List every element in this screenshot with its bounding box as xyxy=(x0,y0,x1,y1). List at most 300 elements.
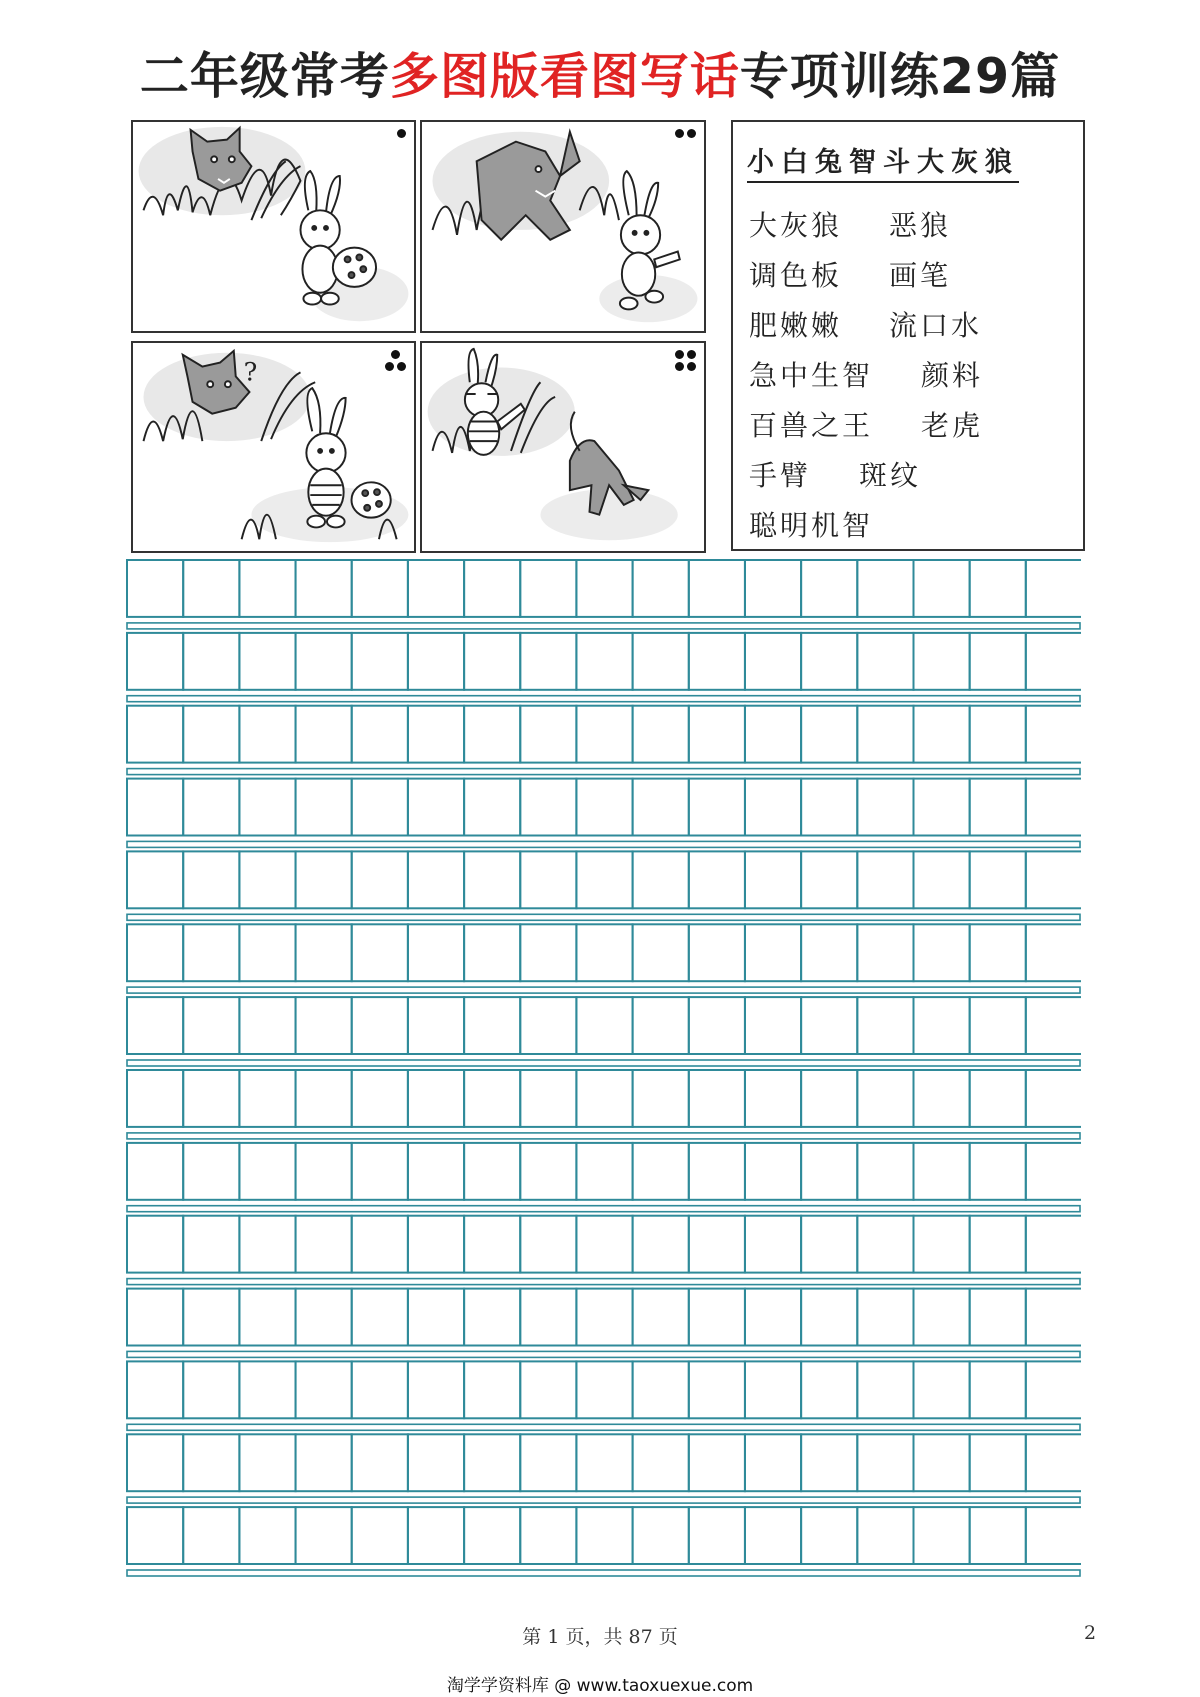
grid-cell[interactable] xyxy=(464,633,520,690)
grid-cell[interactable] xyxy=(576,1289,632,1346)
grid-cell[interactable] xyxy=(1026,779,1081,836)
grid-cell[interactable] xyxy=(633,1507,689,1564)
grid-cell[interactable] xyxy=(576,1216,632,1273)
grid-cell[interactable] xyxy=(408,633,464,690)
row-spacer-line xyxy=(127,696,1080,702)
vocab-word: 百兽之王 xyxy=(749,409,874,442)
panel-number-dots xyxy=(384,349,408,373)
grid-cell[interactable] xyxy=(352,779,408,836)
grid-cell[interactable] xyxy=(352,633,408,690)
grid-cell[interactable] xyxy=(745,560,801,617)
grid-cell[interactable] xyxy=(633,1361,689,1418)
grid-cell[interactable] xyxy=(689,924,745,981)
grid-cell[interactable] xyxy=(183,1507,239,1564)
grid-cell[interactable] xyxy=(183,706,239,763)
grid-cell[interactable] xyxy=(857,779,913,836)
grid-cell[interactable] xyxy=(464,997,520,1054)
grid-cell[interactable] xyxy=(520,1434,576,1491)
grid-cell[interactable] xyxy=(633,560,689,617)
vocab-word: 急中生智 xyxy=(749,359,874,392)
grid-cell[interactable] xyxy=(914,997,970,1054)
grid-cell[interactable] xyxy=(745,924,801,981)
grid-cell[interactable] xyxy=(914,560,970,617)
grid-cell[interactable] xyxy=(633,633,689,690)
grid-cell[interactable] xyxy=(689,1143,745,1200)
grid-cell[interactable] xyxy=(633,851,689,908)
grid-cell[interactable] xyxy=(464,1070,520,1127)
grid-cell[interactable] xyxy=(127,1507,183,1564)
grid-row[interactable] xyxy=(127,924,1081,993)
grid-cell[interactable] xyxy=(352,924,408,981)
grid-cell[interactable] xyxy=(633,1143,689,1200)
grid-cell[interactable] xyxy=(576,633,632,690)
grid-cell[interactable] xyxy=(576,1143,632,1200)
grid-cell[interactable] xyxy=(464,1507,520,1564)
story-title: 小白兔智斗大灰狼 xyxy=(747,140,1019,183)
grid-cell[interactable] xyxy=(239,924,295,981)
grid-cell[interactable] xyxy=(914,1070,970,1127)
vocab-row xyxy=(749,404,983,444)
grid-cell[interactable] xyxy=(352,1434,408,1491)
grid-cell[interactable] xyxy=(296,633,352,690)
grid-cell[interactable] xyxy=(183,1070,239,1127)
grid-cell[interactable] xyxy=(970,706,1026,763)
grid-cell[interactable] xyxy=(633,1070,689,1127)
grid-cell[interactable] xyxy=(576,706,632,763)
row-spacer-line xyxy=(127,1060,1080,1066)
grid-cell[interactable] xyxy=(296,779,352,836)
grid-cell[interactable] xyxy=(633,997,689,1054)
grid-cell[interactable] xyxy=(239,1216,295,1273)
grid-cell[interactable] xyxy=(801,1289,857,1346)
picture-panel-3 xyxy=(131,341,416,553)
panel-3-illustration xyxy=(133,343,414,551)
grid-cell[interactable] xyxy=(239,1143,295,1200)
grid-cell[interactable] xyxy=(239,1070,295,1127)
grid-cell[interactable] xyxy=(633,706,689,763)
page-title xyxy=(0,38,1200,108)
grid-cell[interactable] xyxy=(520,997,576,1054)
grid-cell[interactable] xyxy=(745,1216,801,1273)
row-spacer-line xyxy=(127,1279,1080,1285)
grid-cell[interactable] xyxy=(183,924,239,981)
panel-4-illustration xyxy=(422,343,704,551)
grid-cell[interactable] xyxy=(520,1216,576,1273)
grid-cell[interactable] xyxy=(127,851,183,908)
grid-cell[interactable] xyxy=(1026,1434,1081,1491)
grid-cell[interactable] xyxy=(127,1361,183,1418)
grid-cell[interactable] xyxy=(745,1507,801,1564)
grid-cell[interactable] xyxy=(183,1289,239,1346)
grid-cell[interactable] xyxy=(352,560,408,617)
grid-cell[interactable] xyxy=(520,1361,576,1418)
grid-row[interactable] xyxy=(127,1434,1081,1503)
grid-cell[interactable] xyxy=(857,997,913,1054)
grid-cell[interactable] xyxy=(296,1361,352,1418)
grid-cell[interactable] xyxy=(1026,1216,1081,1273)
grid-cell[interactable] xyxy=(633,1434,689,1491)
grid-cell[interactable] xyxy=(464,560,520,617)
grid-cell[interactable] xyxy=(520,1143,576,1200)
grid-row[interactable] xyxy=(127,1361,1081,1430)
grid-cell[interactable] xyxy=(801,779,857,836)
grid-cell[interactable] xyxy=(520,1070,576,1127)
grid-cell[interactable] xyxy=(352,1070,408,1127)
grid-cell[interactable] xyxy=(745,779,801,836)
grid-cell[interactable] xyxy=(576,997,632,1054)
grid-cell[interactable] xyxy=(352,1216,408,1273)
grid-cell[interactable] xyxy=(408,1434,464,1491)
grid-cell[interactable] xyxy=(970,779,1026,836)
grid-row[interactable] xyxy=(127,560,1081,629)
grid-cell[interactable] xyxy=(296,1070,352,1127)
grid-row[interactable] xyxy=(127,1289,1081,1358)
grid-cell[interactable] xyxy=(576,1361,632,1418)
grid-cell[interactable] xyxy=(352,706,408,763)
grid-cell[interactable] xyxy=(1026,851,1081,908)
grid-cell[interactable] xyxy=(408,851,464,908)
grid-cell[interactable] xyxy=(689,1070,745,1127)
grid-cell[interactable] xyxy=(689,1289,745,1346)
grid-cell[interactable] xyxy=(183,779,239,836)
grid-cell[interactable] xyxy=(408,1507,464,1564)
vocab-row xyxy=(749,204,951,244)
grid-cell[interactable] xyxy=(127,1216,183,1273)
grid-cell[interactable] xyxy=(520,706,576,763)
grid-cell[interactable] xyxy=(576,851,632,908)
grid-cell[interactable] xyxy=(857,1216,913,1273)
grid-row[interactable] xyxy=(127,1143,1081,1212)
page-number: 第 1 页，共 87 页 xyxy=(522,1626,678,1648)
grid-cell[interactable] xyxy=(1026,997,1081,1054)
grid-cell[interactable] xyxy=(239,1434,295,1491)
question-mark-icon: ? xyxy=(243,357,258,388)
grid-cell[interactable] xyxy=(464,1434,520,1491)
grid-cell[interactable] xyxy=(576,1070,632,1127)
rabbit-icon xyxy=(306,388,345,527)
row-spacer-line xyxy=(127,1133,1080,1139)
grid-cell[interactable] xyxy=(127,997,183,1054)
grid-cell[interactable] xyxy=(239,1361,295,1418)
grid-cell[interactable] xyxy=(296,706,352,763)
grid-cell[interactable] xyxy=(689,1434,745,1491)
grid-cell[interactable] xyxy=(520,779,576,836)
grid-cell[interactable] xyxy=(689,1216,745,1273)
grid-cell[interactable] xyxy=(296,851,352,908)
grid-cell[interactable] xyxy=(970,997,1026,1054)
grid-cell[interactable] xyxy=(183,1434,239,1491)
vocab-word: 调色板 xyxy=(749,259,843,292)
grid-cell[interactable] xyxy=(296,1434,352,1491)
grid-cell[interactable] xyxy=(857,924,913,981)
grid-cell[interactable] xyxy=(127,1434,183,1491)
grid-cell[interactable] xyxy=(464,1289,520,1346)
grid-cell[interactable] xyxy=(1026,1507,1081,1564)
grid-cell[interactable] xyxy=(914,851,970,908)
grid-cell[interactable] xyxy=(801,1361,857,1418)
grid-cell[interactable] xyxy=(239,997,295,1054)
grid-row[interactable] xyxy=(127,1507,1081,1576)
grid-cell[interactable] xyxy=(801,1070,857,1127)
vocab-word: 大灰狼 xyxy=(749,209,843,242)
grid-cell[interactable] xyxy=(970,560,1026,617)
grid-cell[interactable] xyxy=(745,997,801,1054)
grid-cell[interactable] xyxy=(1026,1361,1081,1418)
grid-cell[interactable] xyxy=(520,924,576,981)
grid-cell[interactable] xyxy=(801,633,857,690)
grid-cell[interactable] xyxy=(296,1143,352,1200)
grid-cell[interactable] xyxy=(745,851,801,908)
grid-cell[interactable] xyxy=(970,851,1026,908)
grid-cell[interactable] xyxy=(239,851,295,908)
grid-cell[interactable] xyxy=(352,1507,408,1564)
grid-cell[interactable] xyxy=(970,633,1026,690)
grid-row[interactable] xyxy=(127,633,1081,702)
title-part-2-highlight: 多图版看图写话 xyxy=(389,48,740,105)
grid-row[interactable] xyxy=(127,779,1081,848)
grid-cell[interactable] xyxy=(689,633,745,690)
grid-cell[interactable] xyxy=(127,560,183,617)
palette-icon xyxy=(333,248,376,287)
grid-cell[interactable] xyxy=(801,851,857,908)
grid-cell[interactable] xyxy=(296,1507,352,1564)
grid-cell[interactable] xyxy=(408,779,464,836)
grid-cell[interactable] xyxy=(689,706,745,763)
grid-cell[interactable] xyxy=(914,1289,970,1346)
grid-cell[interactable] xyxy=(520,851,576,908)
grid-cell[interactable] xyxy=(576,779,632,836)
grid-cell[interactable] xyxy=(1026,924,1081,981)
vocab-row xyxy=(749,354,983,394)
grid-cell[interactable] xyxy=(296,1289,352,1346)
grid-cell[interactable] xyxy=(689,560,745,617)
grid-cell[interactable] xyxy=(801,706,857,763)
grid-cell[interactable] xyxy=(857,706,913,763)
grid-cell[interactable] xyxy=(408,1070,464,1127)
grid-cell[interactable] xyxy=(127,779,183,836)
title-part-1: 二年级常考 xyxy=(139,48,390,105)
writing-grid[interactable] xyxy=(126,559,1081,1579)
grid-cell[interactable] xyxy=(127,1070,183,1127)
grid-cell[interactable] xyxy=(857,633,913,690)
row-spacer-line xyxy=(127,987,1080,993)
picture-panel-4 xyxy=(420,341,706,553)
side-page-number: 2 xyxy=(1084,1622,1097,1644)
grid-cell[interactable] xyxy=(857,1143,913,1200)
grid-cell[interactable] xyxy=(296,997,352,1054)
grid-cell[interactable] xyxy=(801,1216,857,1273)
vocab-row xyxy=(749,254,951,294)
grid-cell[interactable] xyxy=(352,1143,408,1200)
grid-cell[interactable] xyxy=(520,633,576,690)
grid-cell[interactable] xyxy=(127,924,183,981)
vocab-word: 颜料 xyxy=(921,359,984,392)
grid-cell[interactable] xyxy=(633,1289,689,1346)
grid-cell[interactable] xyxy=(408,1216,464,1273)
grid-cell[interactable] xyxy=(464,779,520,836)
grid-row[interactable] xyxy=(127,1070,1081,1139)
grid-cell[interactable] xyxy=(633,924,689,981)
grid-cell[interactable] xyxy=(970,1507,1026,1564)
grid-cell[interactable] xyxy=(745,706,801,763)
grid-cell[interactable] xyxy=(576,560,632,617)
grid-cell[interactable] xyxy=(464,706,520,763)
grid-cell[interactable] xyxy=(801,1434,857,1491)
grid-cell[interactable] xyxy=(745,633,801,690)
vocab-row xyxy=(749,504,873,544)
grid-row[interactable] xyxy=(127,1216,1081,1285)
panel-number-dots xyxy=(674,128,698,140)
grid-cell[interactable] xyxy=(914,1216,970,1273)
grid-cell[interactable] xyxy=(464,851,520,908)
grid-cell[interactable] xyxy=(745,1434,801,1491)
grid-cell[interactable] xyxy=(914,1507,970,1564)
grid-cell[interactable] xyxy=(520,1507,576,1564)
grid-cell[interactable] xyxy=(857,1289,913,1346)
grid-cell[interactable] xyxy=(183,633,239,690)
panel-1-illustration xyxy=(133,122,414,331)
panel-number-dots xyxy=(396,128,408,140)
grid-cell[interactable] xyxy=(464,1361,520,1418)
grid-cell[interactable] xyxy=(352,997,408,1054)
grid-cell[interactable] xyxy=(745,1143,801,1200)
grid-cell[interactable] xyxy=(408,706,464,763)
grid-cell[interactable] xyxy=(801,924,857,981)
grid-cell[interactable] xyxy=(576,1434,632,1491)
grid-cell[interactable] xyxy=(801,1507,857,1564)
vocab-row xyxy=(749,304,982,344)
vocab-word: 画笔 xyxy=(889,259,952,292)
grid-cell[interactable] xyxy=(914,706,970,763)
grid-cell[interactable] xyxy=(970,924,1026,981)
grid-cell[interactable] xyxy=(520,560,576,617)
grid-cell[interactable] xyxy=(127,1143,183,1200)
vocab-word: 肥嫩嫩 xyxy=(749,309,843,342)
grid-cell[interactable] xyxy=(408,1143,464,1200)
grid-cell[interactable] xyxy=(857,1361,913,1418)
grid-cell[interactable] xyxy=(408,1289,464,1346)
grid-cell[interactable] xyxy=(857,1507,913,1564)
grid-cell[interactable] xyxy=(296,560,352,617)
grid-cell[interactable] xyxy=(296,924,352,981)
grid-cell[interactable] xyxy=(689,1507,745,1564)
vocab-word: 聪明机智 xyxy=(749,509,874,542)
grid-cell[interactable] xyxy=(1026,706,1081,763)
grid-cell[interactable] xyxy=(857,560,913,617)
palette-icon xyxy=(352,482,391,517)
grid-cell[interactable] xyxy=(183,1216,239,1273)
grid-cell[interactable] xyxy=(914,633,970,690)
grid-cell[interactable] xyxy=(408,1361,464,1418)
grid-cell[interactable] xyxy=(239,706,295,763)
grid-cell[interactable] xyxy=(689,851,745,908)
grid-cell[interactable] xyxy=(183,560,239,617)
grid-cell[interactable] xyxy=(408,997,464,1054)
grid-row[interactable] xyxy=(127,851,1081,920)
title-part-3: 专项训练29篇 xyxy=(739,48,1061,105)
row-spacer-line xyxy=(127,1497,1080,1503)
grid-cell[interactable] xyxy=(352,1361,408,1418)
grid-cell[interactable] xyxy=(914,1361,970,1418)
grid-cell[interactable] xyxy=(127,706,183,763)
grid-cell[interactable] xyxy=(239,1507,295,1564)
grid-cell[interactable] xyxy=(183,997,239,1054)
grid-cell[interactable] xyxy=(970,1361,1026,1418)
grid-row[interactable] xyxy=(127,706,1081,775)
grid-cell[interactable] xyxy=(914,924,970,981)
grid-cell[interactable] xyxy=(408,924,464,981)
grid-cell[interactable] xyxy=(239,1289,295,1346)
grid-cell[interactable] xyxy=(745,1070,801,1127)
grid-cell[interactable] xyxy=(1026,1143,1081,1200)
grid-cell[interactable] xyxy=(801,997,857,1054)
grid-cell[interactable] xyxy=(914,1143,970,1200)
vocab-word: 手臂 xyxy=(749,459,812,492)
grid-cell[interactable] xyxy=(576,924,632,981)
grid-cell[interactable] xyxy=(745,1289,801,1346)
row-spacer-line xyxy=(127,623,1080,629)
row-spacer-line xyxy=(127,841,1080,847)
row-spacer-line xyxy=(127,914,1080,920)
grid-cell[interactable] xyxy=(970,1216,1026,1273)
vocab-word: 流口水 xyxy=(889,309,983,342)
grid-cell[interactable] xyxy=(183,851,239,908)
grid-cell[interactable] xyxy=(1026,633,1081,690)
grid-cell[interactable] xyxy=(1026,560,1081,617)
grid-cell[interactable] xyxy=(239,560,295,617)
grid-cell[interactable] xyxy=(801,1143,857,1200)
grid-cell[interactable] xyxy=(914,779,970,836)
grid-cell[interactable] xyxy=(1026,1070,1081,1127)
grid-cell[interactable] xyxy=(857,1434,913,1491)
grid-cell[interactable] xyxy=(239,779,295,836)
grid-cell[interactable] xyxy=(801,560,857,617)
grid-cell[interactable] xyxy=(633,779,689,836)
grid-cell[interactable] xyxy=(633,1216,689,1273)
footer-source: 淘学学资料库 @ www.taoxuexue.com xyxy=(446,1676,754,1696)
grid-cell[interactable] xyxy=(408,560,464,617)
grid-cell[interactable] xyxy=(352,851,408,908)
grid-cell[interactable] xyxy=(576,1507,632,1564)
grid-cell[interactable] xyxy=(857,1070,913,1127)
grid-cell[interactable] xyxy=(520,1289,576,1346)
grid-cell[interactable] xyxy=(183,1361,239,1418)
grid-cell[interactable] xyxy=(464,1143,520,1200)
row-spacer-line xyxy=(127,1570,1080,1576)
grid-cell[interactable] xyxy=(970,1070,1026,1127)
grid-cell[interactable] xyxy=(464,1216,520,1273)
grid-cell[interactable] xyxy=(239,633,295,690)
grid-cell[interactable] xyxy=(970,1434,1026,1491)
grid-row[interactable] xyxy=(127,997,1081,1066)
grid-cell[interactable] xyxy=(857,851,913,908)
panel-2-illustration xyxy=(422,122,704,331)
grid-cell[interactable] xyxy=(183,1143,239,1200)
grid-cell[interactable] xyxy=(464,924,520,981)
grid-cell[interactable] xyxy=(127,1289,183,1346)
grid-cell[interactable] xyxy=(745,1361,801,1418)
grid-cell[interactable] xyxy=(689,779,745,836)
grid-cell[interactable] xyxy=(127,633,183,690)
grid-cell[interactable] xyxy=(352,1289,408,1346)
grid-cell[interactable] xyxy=(914,1434,970,1491)
grid-cell[interactable] xyxy=(689,1361,745,1418)
grid-cell[interactable] xyxy=(1026,1289,1081,1346)
grid-cell[interactable] xyxy=(970,1289,1026,1346)
grid-cell[interactable] xyxy=(296,1216,352,1273)
grid-cell[interactable] xyxy=(970,1143,1026,1200)
grid-cell[interactable] xyxy=(689,997,745,1054)
